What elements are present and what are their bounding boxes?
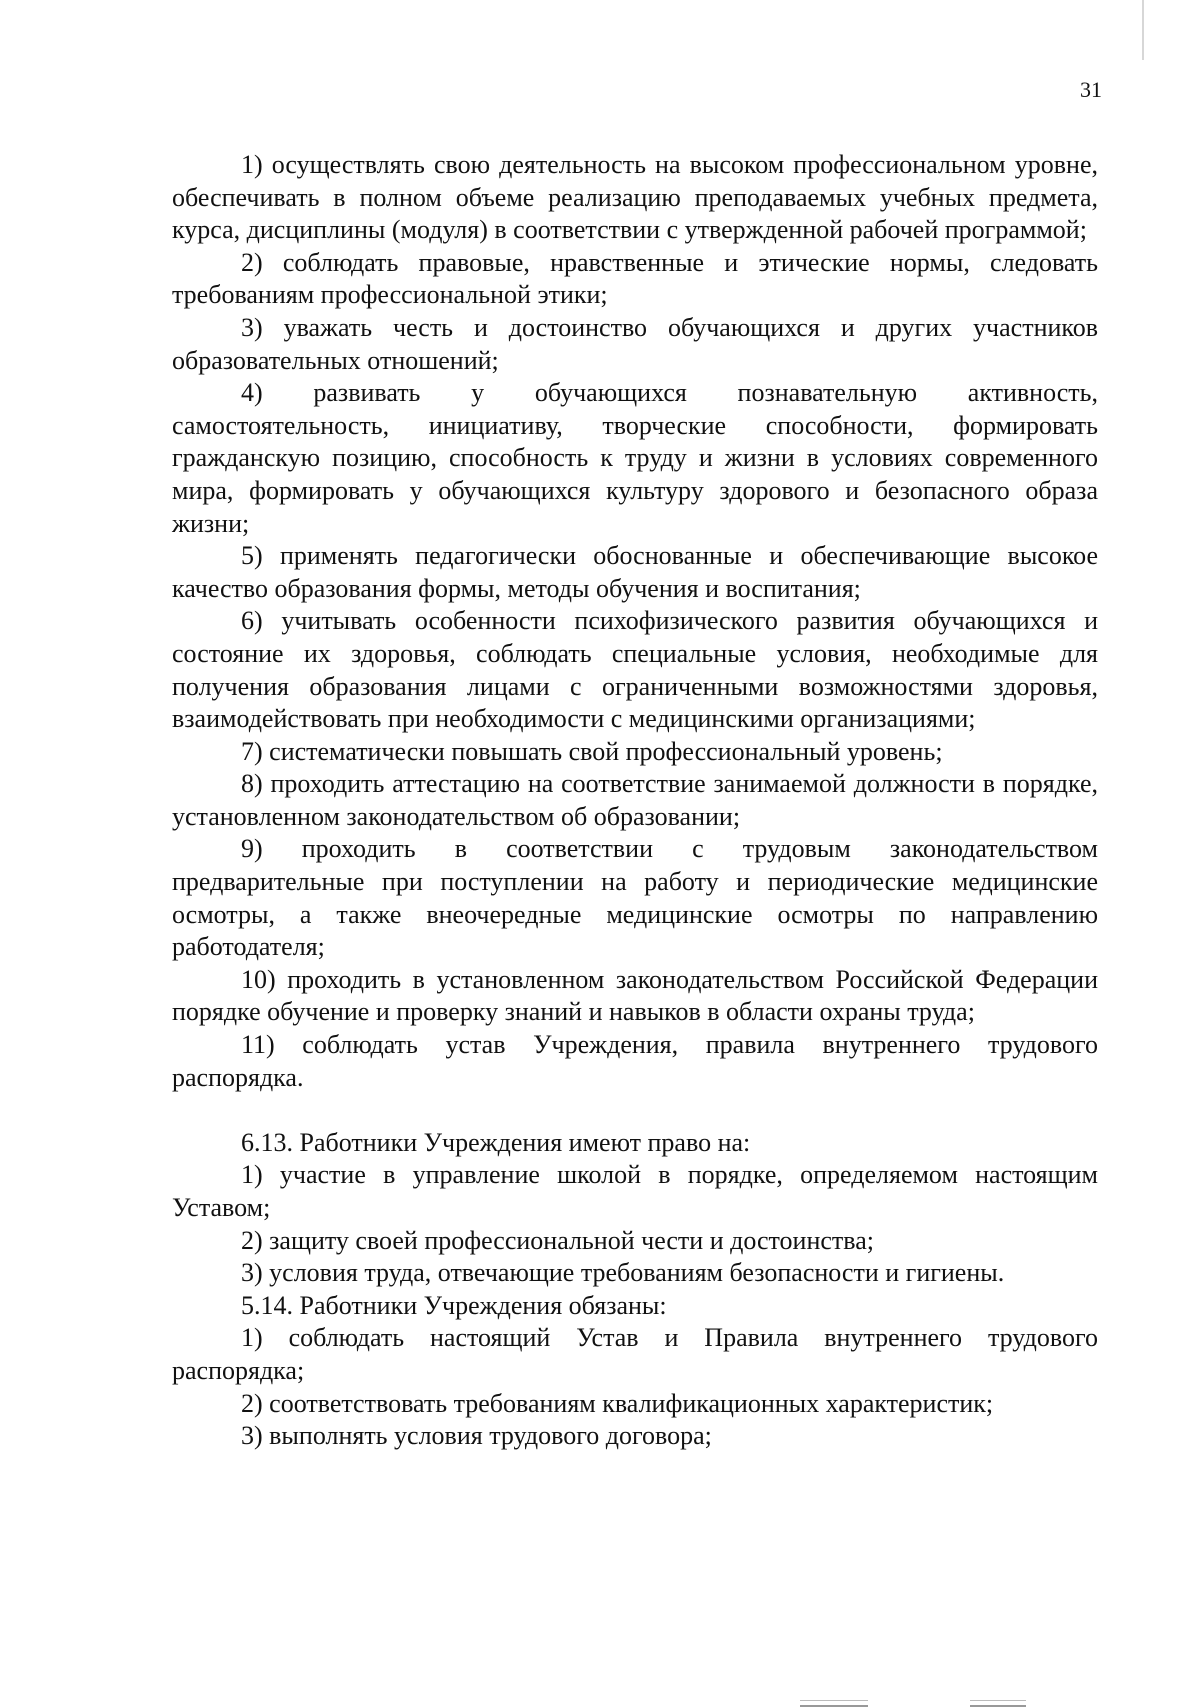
obligation-item-5: 5) применять педагогически обоснованные и обеспечивающие высокое качество образования формы, методы обучения и воспитания; xyxy=(172,541,1098,603)
obligation-item-11: 11) соблюдать устав Учреждения, правила внутреннего трудового распорядка. xyxy=(172,1030,1098,1092)
scan-mark-left xyxy=(800,1700,868,1707)
section-gap xyxy=(172,1094,1098,1127)
scan-mark-right xyxy=(970,1700,1026,1707)
obligation-item-1: 1) осуществлять свою деятельность на высоком профессиональном уровне, обеспечивать в полном объеме реализацию преподаваемых учебных предмета, курса, дисциплины (модуля) в соответствии с утвержденной рабочей программой; xyxy=(172,150,1098,245)
right-item-2: 2) защиту своей профессиональной чести и достоинства; xyxy=(241,1225,874,1255)
obligation-item-7: 7) систематически повышать свой профессиональный уровень; xyxy=(241,736,943,766)
obligation-item-6: 6) учитывать особенности психофизического развития обучающихся и состояние их здоровья, соблюдать специальные условия, необходимые для получения образования лицами с ограниченными возможностями здоровья, взаимодействовать при необходимости с медицинскими организациями; xyxy=(172,606,1098,734)
obligation-item-8: 8) проходить аттестацию на соответствие занимаемой должности в порядке, установленном законодательством об образовании; xyxy=(172,769,1098,831)
obligation-item-2: 2) соблюдать правовые, нравственные и этические нормы, следовать требованиям профессиональной этики; xyxy=(172,247,1098,310)
duty-item-2: 2) соответствовать требованиям квалификационных характеристик; xyxy=(241,1388,994,1418)
obligation-item-3: 3) уважать честь и достоинство обучающихся и других участников образовательных отношений; xyxy=(172,312,1098,375)
right-item-1: 1) участие в управление школой в порядке, определяемом настоящим Уставом; xyxy=(172,1160,1098,1222)
obligation-item-9: 9) проходить в соответствии с трудовым законодательством предварительные при поступлении на работу и периодические медицинские осмотры, а также внеочередные медицинские осмотры по направлению работодателя; xyxy=(172,834,1098,962)
obligation-item-10: 10) проходить в установленном законодательством Российской Федерации порядке обучение и проверку знаний и навыков в области охраны труда; xyxy=(172,964,1098,1027)
duty-item-3: 3) выполнять условия трудового договора; xyxy=(241,1421,712,1451)
page-number: 31 xyxy=(1080,77,1102,102)
duty-item-1: 1) соблюдать настоящий Устав и Правила внутреннего трудового распорядка; xyxy=(172,1323,1098,1385)
document-body xyxy=(172,149,1098,1453)
section-heading-rights: 6.13. Работники Учреждения имеют право на: xyxy=(241,1127,751,1157)
section-heading-duties: 5.14. Работники Учреждения обязаны: xyxy=(241,1290,667,1320)
obligation-item-4: 4) развивать у обучающихся познавательную активность, самостоятельность, инициативу, творческие способности, формировать гражданскую позицию, способность к труду и жизни в условиях современного мира, формировать у обучающихся культуру здорового и безопасного образа жизни; xyxy=(172,378,1098,538)
scan-edge-mark xyxy=(1142,0,1144,60)
right-item-3: 3) условия труда, отвечающие требованиям безопасности и гигиены. xyxy=(241,1258,1005,1288)
